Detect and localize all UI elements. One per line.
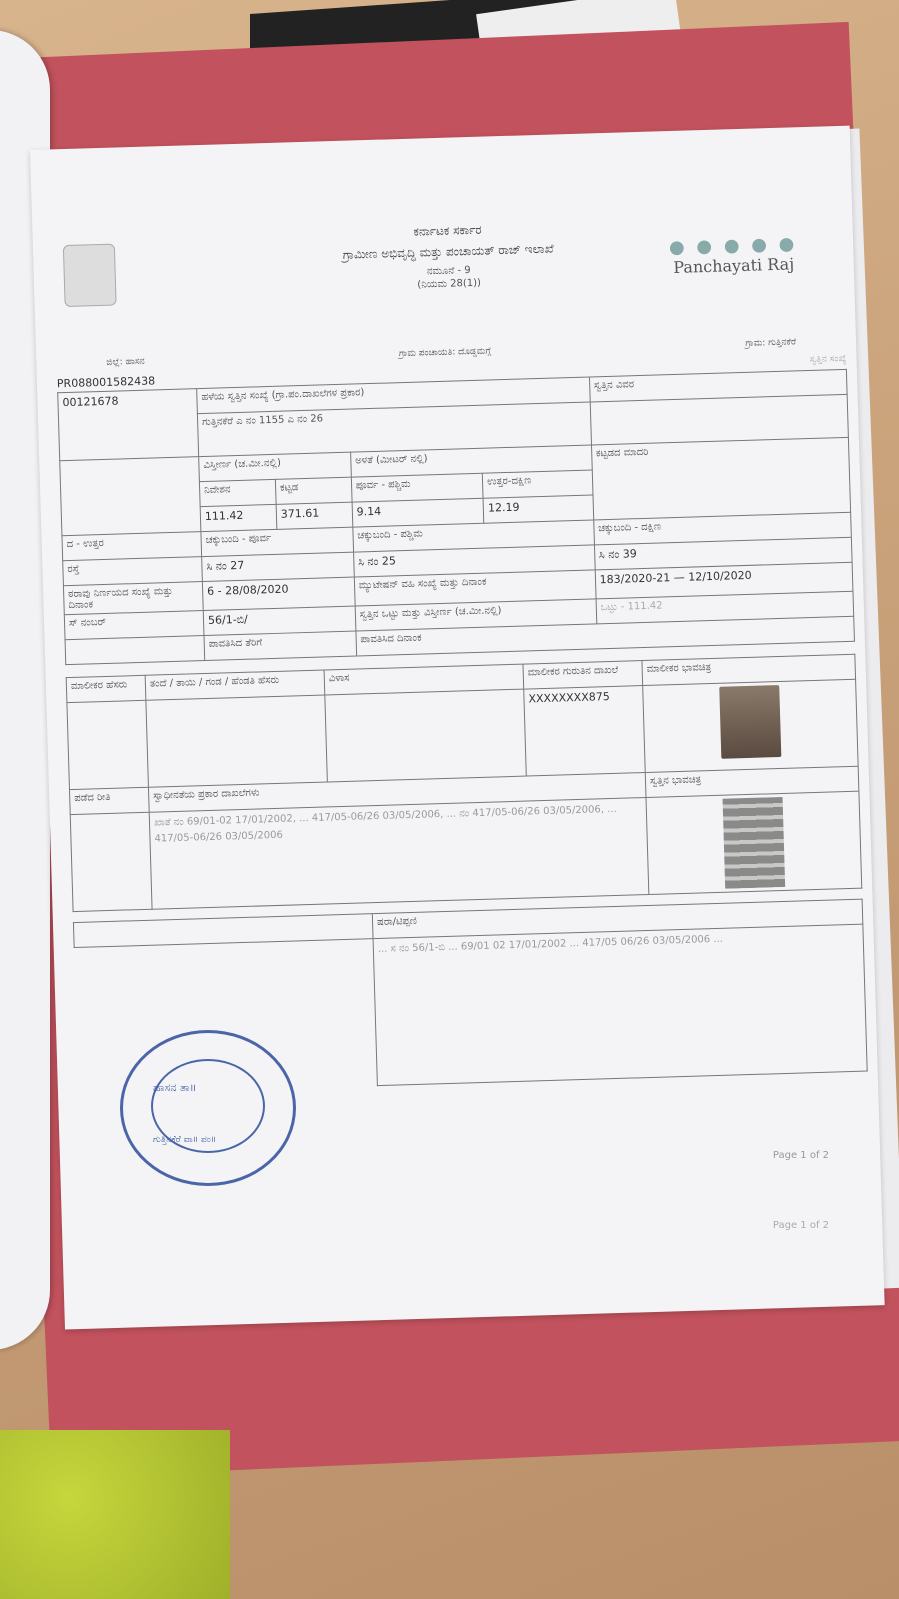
building-type: ಕಟ್ಟಡದ ಮಾದರಿ: [591, 437, 850, 520]
page-number: Page 1 of 2: [772, 1150, 829, 1161]
owner-name-cell: [67, 700, 149, 789]
side-north-label: ದ - ಉತ್ತರ: [62, 532, 202, 561]
panchayati-raj-logo: [663, 233, 804, 277]
border-east-label: ಚಕ್ಕುಬಂದಿ - ಪೂರ್ವ: [201, 527, 353, 556]
col-relation: ತಂದೆ / ತಾಯಿ / ಗಂಡ / ಹೆಂಡತಿ ಹೆಸರು: [145, 670, 325, 700]
measure-label: ವಿಸ್ತೀರ್ಣ (ಚ.ಮೀ.ನಲ್ಲಿ): [199, 452, 351, 481]
site-area: 111.42: [200, 504, 277, 531]
page-number-back: Page 1 of 2: [772, 1220, 829, 1231]
district: ಜಿಲ್ಲೆ: ಹಾಸನ: [106, 356, 145, 368]
acquire-label: ಸ್ವಾಧೀನತೆಯ ಪ್ರಕಾರ ದಾಖಲೆಗಳು: [148, 773, 646, 813]
property-no-label: ಸ್ವತ್ತಿನ ಸಂಖ್ಯೆ: [809, 353, 847, 365]
measure-building-label: ಕಟ್ಟಡ: [275, 477, 352, 504]
document-header: [53, 212, 846, 355]
blank-cell: [60, 457, 201, 536]
resolution-value: 6 - 28/08/2020: [202, 577, 355, 610]
survey-value: 56/1-ಬಿ/: [203, 606, 355, 635]
karnataka-emblem-icon: [63, 244, 117, 308]
property-photo-cell: [646, 791, 862, 894]
col-id-doc: ಮಾಲೀಕರ ಗುರುತಿನ ದಾಖಲೆ: [523, 661, 643, 690]
logo-text: Panchayati Raj: [673, 254, 795, 277]
remarks-label: ಷರಾ/ಟಿಪ್ಪಣಿ: [372, 899, 863, 939]
dims-label: ಅಳತೆ (ಮೀಟರ್ ನಲ್ಲಿ): [350, 445, 592, 477]
road-label: ರಸ್ತೆ: [63, 557, 203, 586]
east-west: 9.14: [352, 498, 484, 527]
address-cell: [325, 689, 526, 782]
aadhaar-number: XXXXXXXX875: [524, 686, 646, 776]
survey-label: ಸ್ ನಂಬರ್: [64, 611, 204, 640]
col-owner-photo: ಮಾಲೀಕರ ಭಾವಚಿತ್ರ: [642, 654, 856, 685]
relation-cell: [146, 695, 328, 787]
dept-title: ಗ್ರಾಮೀಣ ಅಭಿವೃದ್ಧಿ ಮತ್ತು ಪಂಚಾಯತ್ ರಾಜ್ ಇಲಾಖೆ: [342, 241, 554, 262]
col-owner-name: ಮಾಲೀಕರ ಹೆಸರು: [66, 675, 146, 702]
mutation-value: 183/2020-21 — 12/10/2020: [595, 562, 853, 599]
old-property-value: ಗುತ್ತಿನಕೆರೆ ಎ ನಂ 1155 ಎ ನಂ 26: [197, 402, 591, 457]
seal-text: ಹಾಸನ ತಾ॥ ಗುತ್ತಿನಕೆರೆ ವಾ॥ ಪಂ॥: [153, 1081, 217, 1145]
property-photo: [723, 797, 786, 889]
tax-date-label: ಪಾವತಿಸಿದ ದಿನಾಂಕ: [356, 616, 855, 656]
border-west-label: ಚಕ್ಕುಬಂದಿ - ಪಶ್ಚಿಮ: [353, 520, 595, 552]
property-type-label: ಸ್ವತ್ತಿನ ವಿವರ: [589, 369, 847, 402]
resolution-label: ಠರಾವು ನಿರ್ಣಯದ ಸಂಖ್ಯೆ ಮತ್ತು ದಿನಾಂಕ: [63, 582, 203, 615]
blank-cell: [70, 812, 152, 911]
old-property-label: ಹಳೆಯ ಸ್ವತ್ತಿನ ಸಂಖ್ಯೆ (ಗ್ರಾ.ಪಂ.ದಾಖಲೆಗಳ ಪ್ರಕಾರ): [197, 377, 590, 414]
col-address: ವಿಳಾಸ: [324, 664, 524, 695]
form-rule: (ನಿಯಮ 28(1)): [417, 277, 482, 291]
acquire-text: ಖಾತೆ ನಂ 69/01-02 17/01/2002, ... 417/05-06/26 03/05/2006, ... ನಂ 417/05-06/26 03/05/2006, ... 417/05-06/26 03/05/2006: [149, 798, 649, 910]
village: ಗ್ರಾಮ: ಗುತ್ತಿನಕೆರೆ: [745, 337, 797, 349]
west-value: ಸಿ ನಂ 25: [353, 545, 595, 577]
green-fabric: [0, 1430, 230, 1599]
area-label: ಸ್ವತ್ತಿನ ಒಟ್ಟು ಮತ್ತು ವಿಸ್ತೀರ್ಣ (ಚ.ಮೀ.ನಲ್ಲಿ): [355, 599, 597, 631]
tax-paid-label: ಪಾವತಿಸಿದ ತೆರಿಗೆ: [204, 631, 356, 660]
form-number: ನಮೂನೆ - 9: [426, 264, 471, 278]
north-south: 12.19: [483, 495, 593, 523]
serial-cell: 00121678: [58, 389, 199, 461]
property-id: PR088001582438: [56, 374, 156, 391]
dims-ns-label: ಉತ್ತರ-ದಕ್ಷಿಣ: [482, 470, 592, 498]
panchayat-seal-stamp: [120, 1030, 296, 1186]
property-table: [57, 369, 855, 665]
building-area: 371.61: [276, 502, 353, 529]
acquire-left-label: ಪಡೆದ ರೀತಿ: [69, 787, 149, 814]
owner-photo: [719, 685, 781, 759]
blank-cell: [65, 636, 205, 665]
owner-photo-cell: [643, 679, 858, 772]
measure-site-label: ನಿವೇಶನ: [199, 479, 276, 506]
owner-table: [66, 654, 863, 912]
govt-title: ಕರ್ನಾಟಕ ಸರ್ಕಾರ: [413, 222, 482, 239]
dims-ew-label: ಪೂರ್ವ - ಪಶ್ಚಿಮ: [351, 473, 483, 502]
remarks-text: ... ಸ ನಂ 56/1-ಬಿ ... 69/01 02 17/01/2002 ... 417/05 06/26 03/05/2006 ...: [373, 924, 867, 1085]
east-value: ಸಿ ನಂ 27: [202, 552, 354, 581]
border-south-label: ಚಕ್ಕುಬಂದಿ - ದಕ್ಷಿಣ: [593, 512, 851, 545]
property-type-value: [590, 394, 848, 445]
property-photo-label: ಸ್ವತ್ತಿನ ಭಾವಚಿತ್ರ: [645, 766, 859, 797]
gram-panchayat: ಗ್ರಾಮ ಪಂಚಾಯತಿ: ದೊಡ್ಡಮಗ್ಗೆ: [398, 346, 492, 360]
logo-figures-icon: ● ● ● ● ●: [668, 233, 798, 259]
south-value: ಸಿ ನಂ 39: [594, 537, 852, 570]
mutation-label: ಮ್ಯುಟೇಷನ್ ವಹಿ ಸಂಖ್ಯೆ ಮತ್ತು ದಿನಾಂಕ: [354, 570, 596, 606]
area-value: ಒಟ್ಟು - 111.42: [596, 591, 854, 624]
